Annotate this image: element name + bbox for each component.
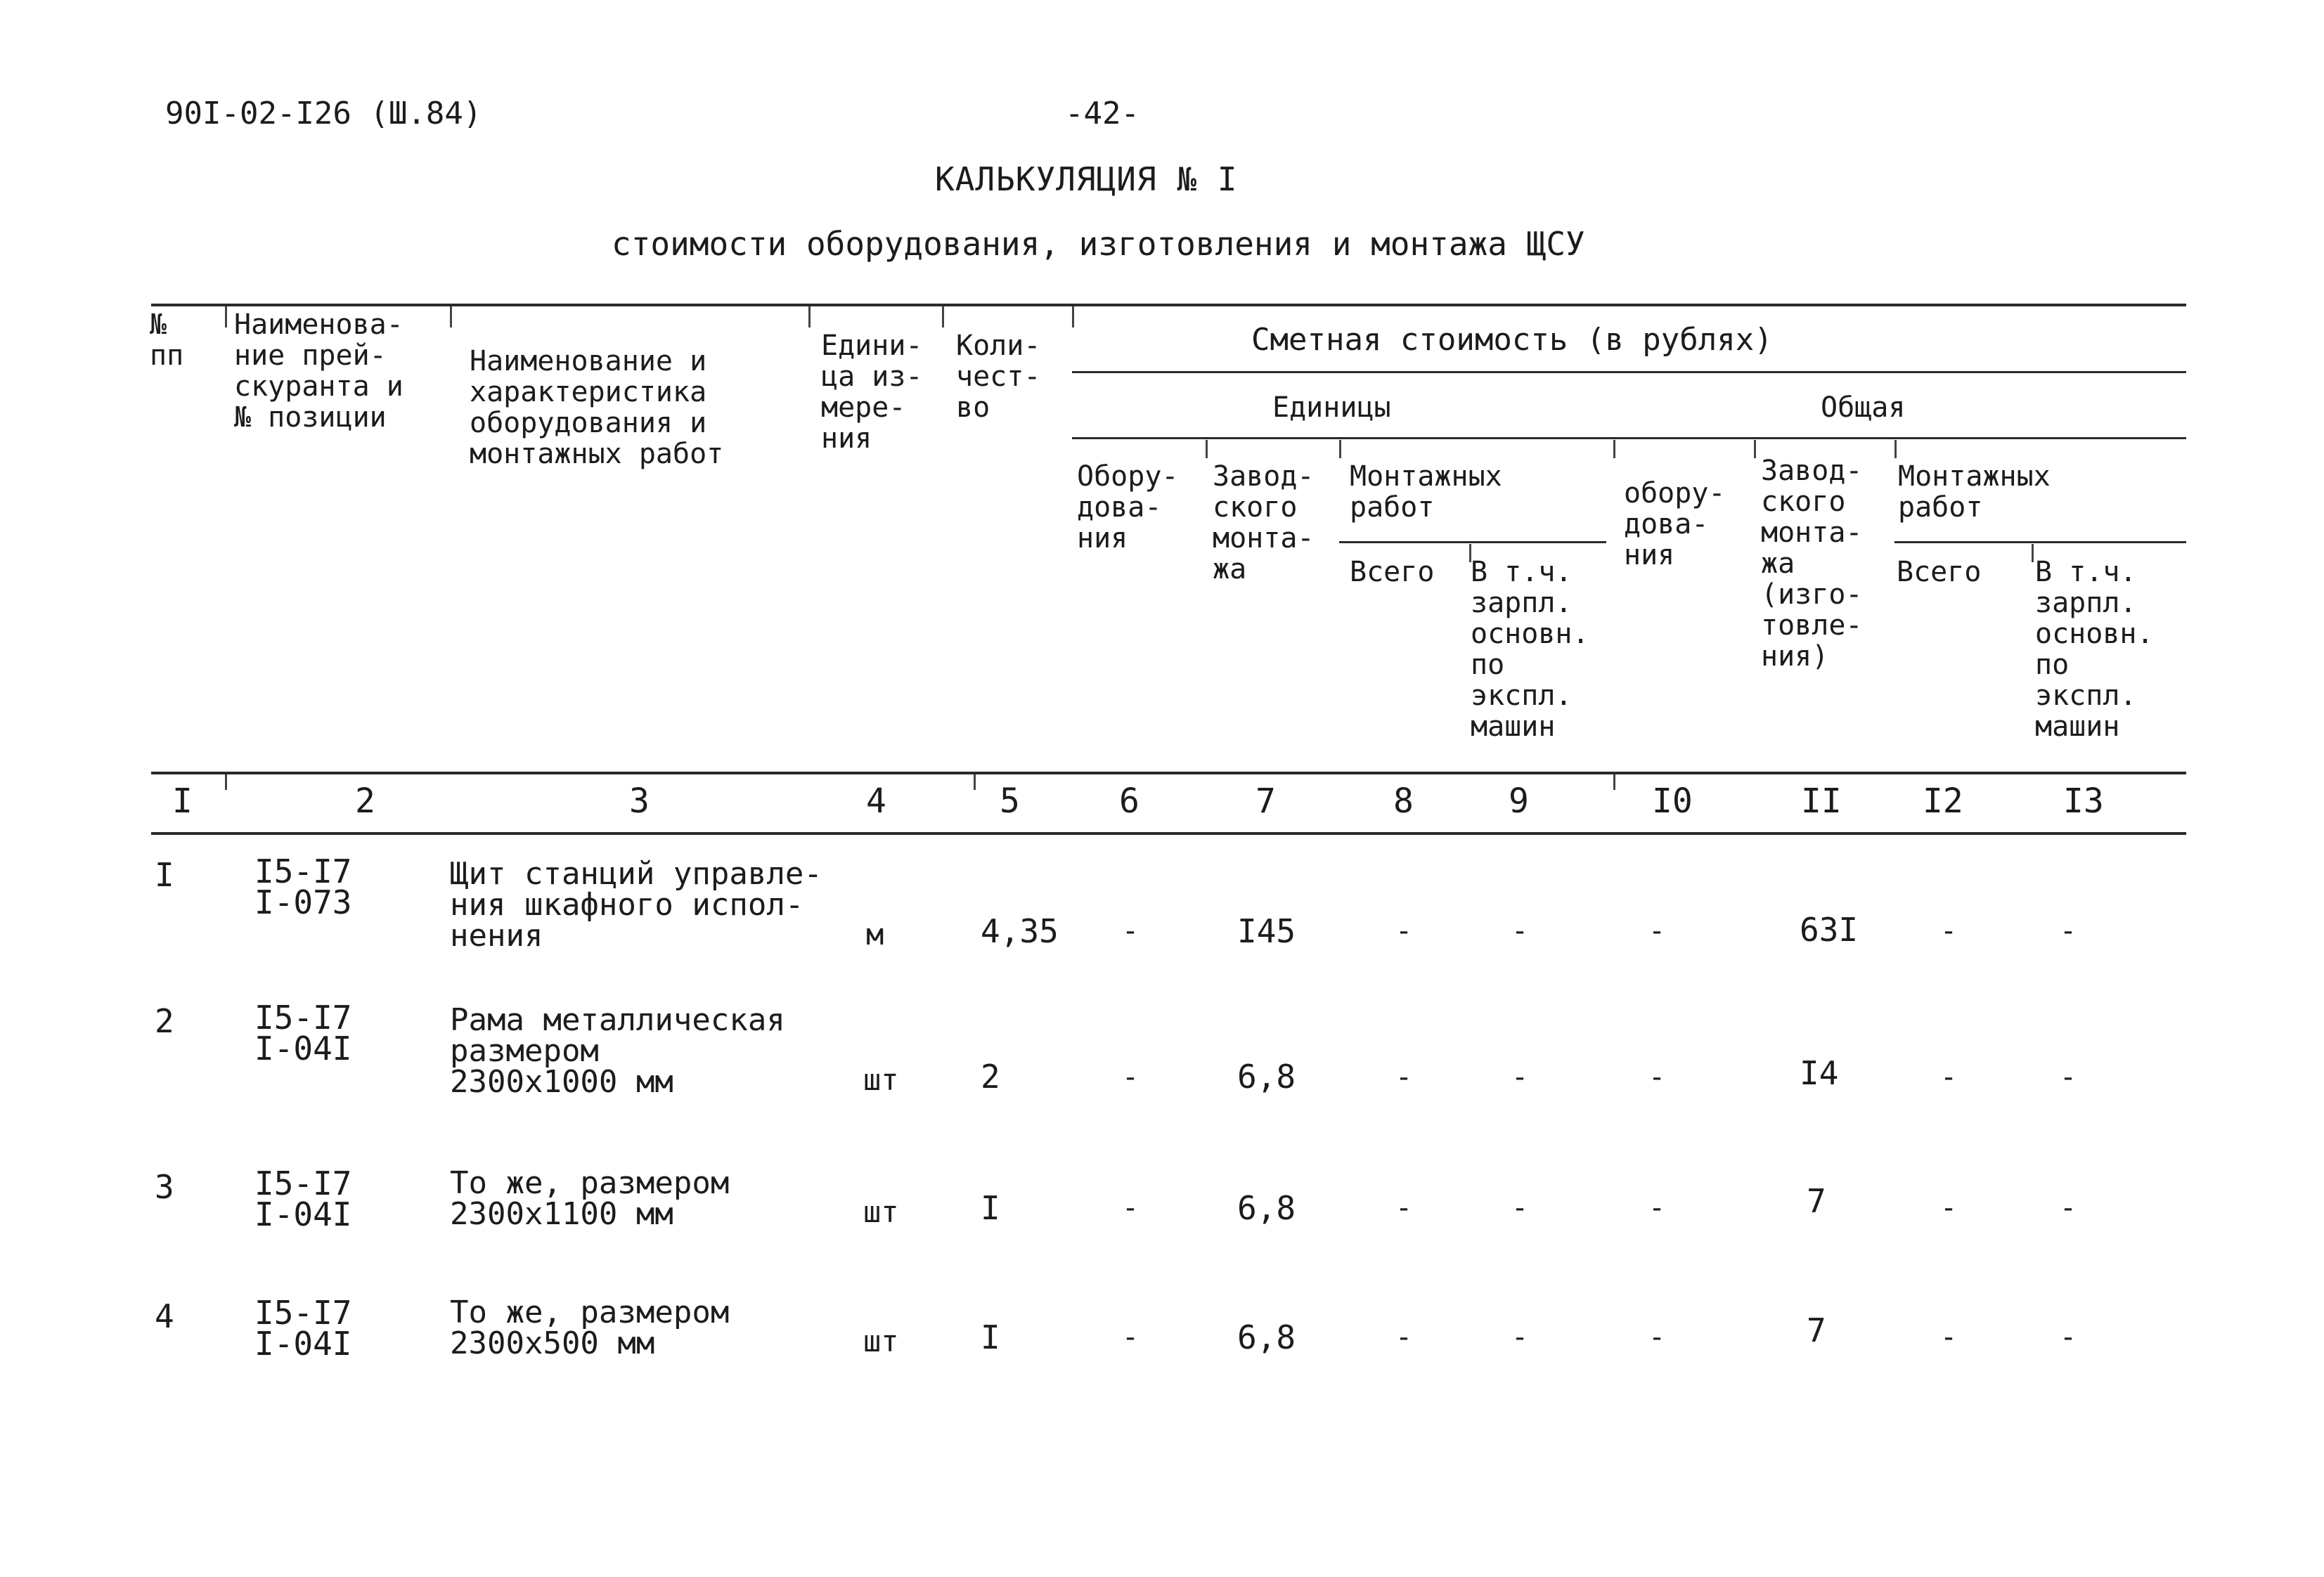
col-mark-5 — [1072, 306, 1074, 327]
col-mark-6 — [1206, 440, 1208, 458]
row-2-col13: - — [2060, 1061, 2077, 1093]
row-3-qty: I — [981, 1189, 1000, 1227]
row-4-price-list: I5-I7 I-04I — [254, 1294, 352, 1363]
header-col-price-list: Наименова- ние прей- скуранта и № позиции — [234, 309, 404, 434]
row-1-unit: м — [866, 917, 884, 952]
row-2-col12: - — [1940, 1061, 1958, 1093]
col-mark-n3 — [1613, 774, 1615, 790]
header-col-9: В т.ч. зарпл. основн. по экспл. машин — [1471, 556, 1589, 743]
header-col-12: Всего — [1897, 556, 1982, 588]
row-3-name: То же, размером 2300x1100 мм — [450, 1165, 730, 1232]
row-1-qty: 4,35 — [981, 912, 1059, 950]
header-col-10: обору- дова- ния — [1624, 477, 1726, 571]
row-4-col8: - — [1395, 1321, 1413, 1354]
col-mark-4 — [942, 306, 944, 327]
row-4-col10: - — [1648, 1321, 1666, 1354]
montage-rule-general — [1894, 541, 2186, 543]
row-1-number: I — [155, 856, 174, 894]
col-mark-10 — [1754, 440, 1756, 458]
table-top-rule — [151, 304, 2186, 306]
header-col-6: Обору- дова- ния — [1077, 460, 1179, 554]
row-3-col7: 6,8 — [1237, 1189, 1296, 1227]
row-3-col13: - — [2060, 1192, 2077, 1224]
header-col-number: № пп — [150, 309, 184, 372]
header-col-13: В т.ч. зарпл. основн. по экспл. машин — [2035, 556, 2154, 743]
row-1-col10: - — [1648, 915, 1666, 947]
row-4-col9: - — [1511, 1321, 1529, 1354]
row-1-col6: - — [1122, 915, 1140, 947]
row-1-col13: - — [2060, 915, 2077, 947]
row-3-unit: шт — [863, 1195, 899, 1229]
row-2-unit: шт — [863, 1063, 899, 1097]
header-col-11: Завод- ского монта- жа (изго- товле- ния) — [1761, 455, 1863, 673]
row-4-col13: - — [2060, 1321, 2077, 1354]
column-number-10: I0 — [1652, 781, 1693, 821]
col-mark-2 — [450, 306, 452, 327]
header-montage-general: Монтажных работ — [1898, 460, 2051, 524]
row-3-col10: - — [1648, 1192, 1666, 1224]
column-number-1: I — [172, 781, 193, 821]
header-montage-unit: Монтажных работ — [1350, 460, 1502, 524]
col-mark-n1 — [225, 774, 227, 790]
row-4-col12: - — [1940, 1321, 1958, 1354]
row-3-number: 3 — [155, 1168, 174, 1206]
row-2-qty: 2 — [981, 1058, 1000, 1096]
document-title: КАЛЬКУЛЯЦИЯ № I — [935, 160, 1238, 198]
row-4-number: 4 — [155, 1297, 174, 1335]
numbers-bottom-rule — [151, 832, 2186, 835]
row-1-col8: - — [1395, 915, 1413, 947]
column-number-13: I3 — [2063, 781, 2104, 821]
subgroup-rule — [1072, 437, 2186, 439]
row-3-col8: - — [1395, 1192, 1413, 1224]
row-1-price-list: I5-I7 I-073 — [254, 852, 352, 921]
header-bottom-rule — [151, 772, 2186, 774]
column-number-9: 9 — [1509, 781, 1529, 821]
column-number-2: 2 — [355, 781, 375, 821]
document-subtitle: стоимости оборудования, изготовления и монтажа ЩСУ — [612, 225, 1585, 263]
row-2-col11: I4 — [1800, 1054, 1839, 1092]
col-mark-11 — [1894, 440, 1897, 458]
header-group-estimated-cost: Сметная стоимость (в рублях) — [1251, 322, 1773, 358]
column-number-8: 8 — [1393, 781, 1414, 821]
col-mark-1 — [225, 306, 227, 327]
page-number: -42- — [1065, 96, 1140, 131]
row-1-col7: I45 — [1237, 912, 1296, 950]
row-1-name: Щит станций управле- ния шкафного испол- нения — [450, 856, 822, 954]
column-number-6: 6 — [1119, 781, 1140, 821]
row-4-name: То же, размером 2300x500 мм — [450, 1294, 730, 1361]
row-2-col6: - — [1122, 1061, 1140, 1093]
row-2-price-list: I5-I7 I-04I — [254, 999, 352, 1067]
montage-rule-unit — [1339, 541, 1606, 543]
row-2-col10: - — [1648, 1061, 1666, 1093]
column-number-4: 4 — [866, 781, 886, 821]
header-col-8: Всего — [1350, 556, 1435, 588]
row-3-col12: - — [1940, 1192, 1958, 1224]
row-3-col9: - — [1511, 1192, 1529, 1224]
row-2-col7: 6,8 — [1237, 1058, 1296, 1096]
header-col-unit: Едини- ца из- мере- ния — [821, 330, 923, 455]
row-2-col8: - — [1395, 1061, 1413, 1093]
row-2-name: Рама металлическая размером 2300x1000 мм — [450, 1002, 785, 1100]
row-1-col9: - — [1511, 915, 1529, 947]
row-3-col6: - — [1122, 1192, 1140, 1224]
col-mark-9 — [1613, 440, 1615, 458]
row-2-number: 2 — [155, 1002, 174, 1040]
row-4-col6: - — [1122, 1321, 1140, 1354]
column-number-11: II — [1801, 781, 1842, 821]
row-4-col7: 6,8 — [1237, 1318, 1296, 1356]
col-mark-3 — [808, 306, 811, 327]
header-group-general: Общая — [1821, 391, 1906, 424]
header-group-unit: Единицы — [1272, 391, 1391, 424]
column-number-7: 7 — [1255, 781, 1276, 821]
col-mark-12 — [2032, 544, 2034, 562]
column-number-12: I2 — [1923, 781, 1963, 821]
row-2-col9: - — [1511, 1061, 1529, 1093]
group-rule — [1072, 371, 2186, 373]
row-1-col12: - — [1940, 915, 1958, 947]
row-1-col11: 63I — [1800, 911, 1859, 949]
column-number-3: 3 — [629, 781, 650, 821]
col-mark-7 — [1339, 440, 1341, 458]
row-4-qty: I — [981, 1318, 1000, 1356]
header-col-quantity: Коли- чест- во — [956, 330, 1041, 424]
row-3-price-list: I5-I7 I-04I — [254, 1164, 352, 1233]
document-code: 90I-02-I26 (Ш.84) — [165, 96, 482, 131]
row-3-col11: 7 — [1807, 1182, 1826, 1220]
row-4-col11: 7 — [1807, 1311, 1826, 1349]
header-col-name: Наименование и характеристика оборудования и монтажных работ — [470, 345, 724, 470]
row-4-unit: шт — [863, 1324, 899, 1358]
col-mark-n2 — [974, 774, 976, 790]
column-number-5: 5 — [1000, 781, 1020, 821]
header-col-7: Завод- ского монта- жа — [1213, 460, 1315, 585]
